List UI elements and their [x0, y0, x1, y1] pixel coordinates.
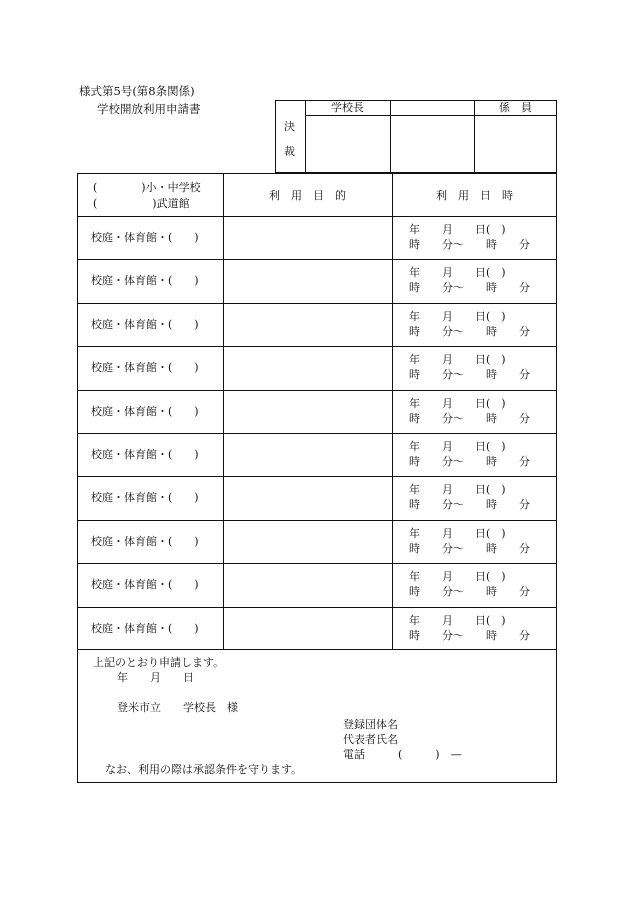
date-line[interactable]: 年 月 日( ) [409, 483, 506, 497]
facility-header-line1: ( )小・中学校 [93, 181, 201, 194]
purpose-field[interactable] [224, 260, 391, 301]
purpose-field[interactable] [224, 217, 391, 258]
time-line[interactable]: 時 分～ 時 分 [409, 281, 530, 295]
time-line[interactable]: 時 分～ 時 分 [409, 324, 530, 338]
form-title: 学校開放利用申請書 [97, 102, 201, 116]
date-line[interactable]: 年 月 日( ) [409, 526, 506, 540]
purpose-field[interactable] [224, 608, 391, 649]
table-row [77, 476, 557, 519]
date-line[interactable]: 年 月 日( ) [409, 309, 506, 323]
blank-seal-field[interactable] [391, 116, 474, 172]
principal-label: 学校長 [331, 101, 364, 114]
table-row [77, 563, 557, 606]
facility-cell[interactable]: 校庭・体育館・( ) [91, 274, 199, 288]
date-line[interactable]: 年 月 日( ) [409, 440, 506, 453]
facility-cell[interactable]: 校庭・体育館・( ) [91, 317, 199, 331]
date-line[interactable]: 年 月 日( ) [409, 613, 506, 627]
facility-cell[interactable]: 校庭・体育館・( ) [91, 578, 199, 592]
date-line[interactable]: 年 月 日( ) [409, 570, 506, 584]
declaration-section [77, 650, 557, 783]
application-table [77, 173, 557, 650]
purpose-field[interactable] [224, 434, 391, 475]
facility-cell[interactable]: 校庭・体育館・( ) [91, 491, 199, 505]
time-line[interactable]: 時 分～ 時 分 [409, 585, 530, 599]
time-line[interactable]: 時 分～ 時 分 [409, 455, 530, 468]
facility-header-line2: ( )武道館 [93, 197, 190, 210]
time-line[interactable]: 時 分～ 時 分 [409, 498, 530, 512]
datetime-header: 利 用 日 時 [436, 189, 513, 202]
time-line[interactable]: 時 分～ 時 分 [409, 541, 530, 555]
facility-cell[interactable]: 校庭・体育館・( ) [91, 404, 199, 418]
form-number: 様式第5号(第8条関係) [79, 84, 195, 98]
staff-seal-field[interactable] [475, 116, 556, 172]
purpose-field[interactable] [224, 477, 391, 518]
date-line[interactable]: 年 月 日( ) [409, 396, 506, 410]
table-row [77, 433, 557, 476]
date-line[interactable]: 年 月 日( ) [409, 266, 506, 280]
table-row [77, 303, 557, 346]
table-row [77, 346, 557, 389]
application-date[interactable]: 年 月 日 [117, 671, 194, 684]
table-row [77, 607, 557, 650]
purpose-header: 利 用 目 的 [269, 189, 346, 202]
principal-seal-field[interactable] [306, 116, 390, 172]
facility-cell[interactable]: 校庭・体育館・( ) [91, 621, 199, 635]
purpose-field[interactable] [224, 304, 391, 345]
purpose-field[interactable] [224, 564, 391, 605]
time-line[interactable]: 時 分～ 時 分 [409, 238, 530, 251]
staff-label: 係 員 [499, 101, 532, 114]
facility-cell[interactable]: 校庭・体育館・( ) [91, 534, 199, 548]
rep-name-label[interactable]: 代表者氏名 [343, 733, 398, 746]
time-line[interactable]: 時 分～ 時 分 [409, 368, 530, 382]
table-row [77, 259, 557, 302]
approval-label-1: 決 [284, 120, 295, 133]
apply-text: 上記のとおり申請します。 [93, 656, 225, 669]
approval-box [275, 100, 557, 173]
date-line[interactable]: 年 月 日( ) [409, 223, 506, 236]
table-row [77, 216, 557, 259]
compliance-note: なお、利用の際は承認条件を守ります。 [105, 763, 303, 776]
facility-cell[interactable]: 校庭・体育館・( ) [91, 231, 199, 244]
approval-label-2: 裁 [284, 145, 295, 158]
date-line[interactable]: 年 月 日( ) [409, 353, 506, 367]
addressee: 登米市立 学校長 様 [117, 701, 238, 714]
time-line[interactable]: 時 分～ 時 分 [409, 411, 530, 425]
org-name-label[interactable]: 登録団体名 [343, 718, 398, 731]
facility-cell[interactable]: 校庭・体育館・( ) [91, 448, 199, 461]
phone-label[interactable]: 電話 ( ) — [343, 748, 462, 761]
time-line[interactable]: 時 分～ 時 分 [409, 628, 530, 642]
table-row [77, 390, 557, 433]
purpose-field[interactable] [224, 391, 391, 432]
facility-cell[interactable]: 校庭・体育館・( ) [91, 361, 199, 375]
table-row [77, 520, 557, 563]
purpose-field[interactable] [224, 347, 391, 388]
purpose-field[interactable] [224, 521, 391, 562]
